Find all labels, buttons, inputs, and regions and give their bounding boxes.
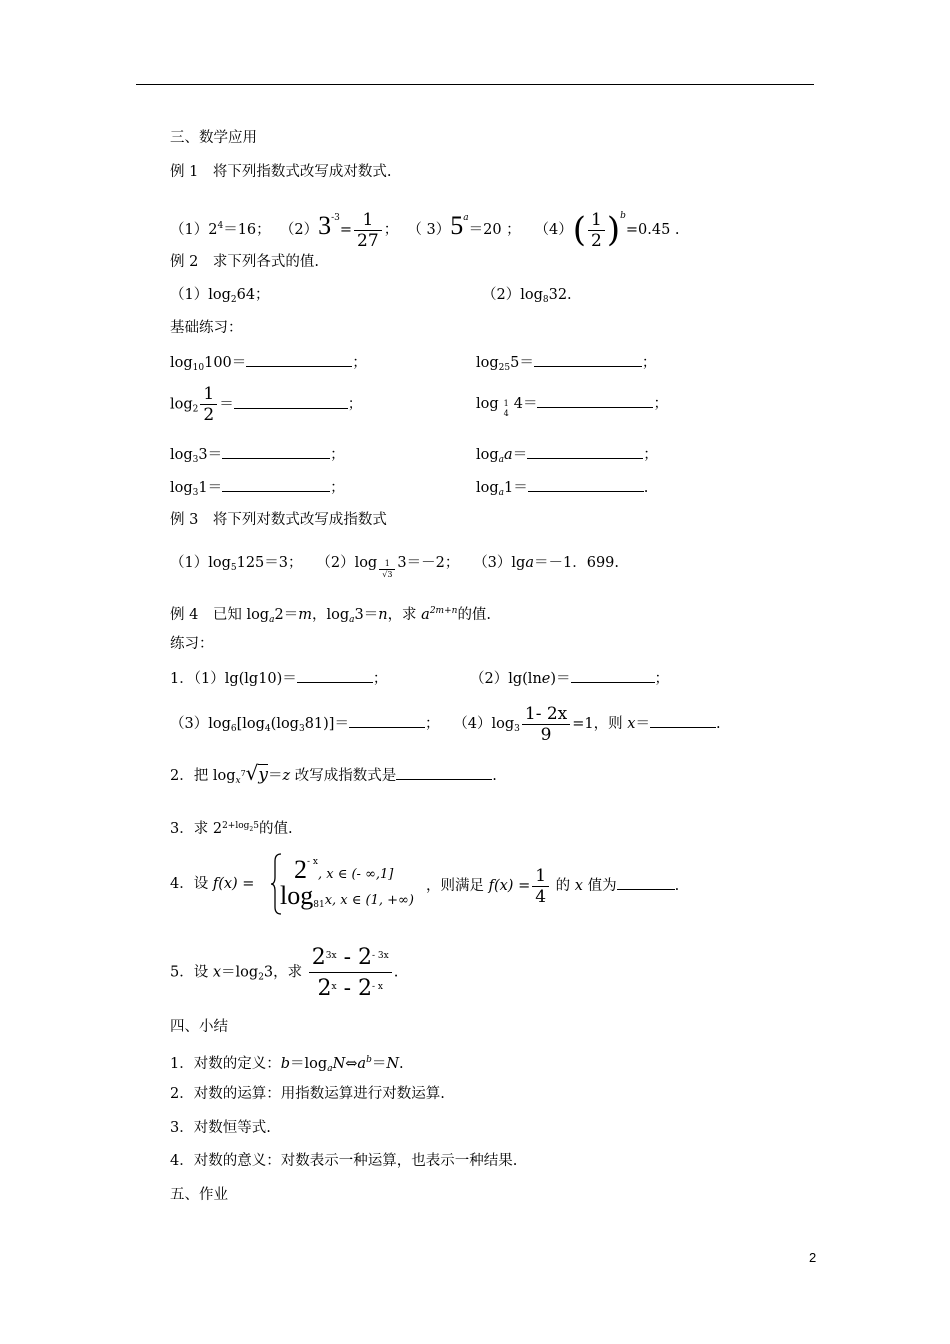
fraction: $\frac{1}{2}$ [200, 384, 217, 425]
practice-3: 3．求 $2^{2+log_25}$的值. [170, 821, 293, 837]
practice-4-tail: ，则满足 f(x) = $\frac{1}{4}$ 的 x 值为 . [426, 865, 680, 907]
answer-blank[interactable] [571, 668, 655, 683]
piecewise-top: $2^{- x}$, x ∈ (- ∞,1] [294, 855, 394, 884]
ex1-item2-fraction [354, 210, 382, 251]
answer-blank[interactable] [537, 393, 653, 408]
page-number: 2 [809, 1250, 817, 1265]
fraction: $\frac{1}{√3}$ [379, 559, 395, 580]
answer-blank[interactable] [297, 668, 373, 683]
example-3-items: $(1)\log_5125=3$； （2）log $\frac{1}{√3}$ 3＝－2； （3）lga＝－1．699. [170, 555, 620, 579]
summary-3: 3．对数恒等式. [170, 1120, 271, 1136]
practice-1-3-4: $(3)\log_6[\log_4(\log_381)]=$ ； $(4)\log_3$ $\frac{1- 2x}{9}$ =1，则 x＝ . [170, 703, 721, 745]
answer-blank[interactable] [617, 875, 675, 890]
piecewise-bottom: $\log_{81}x$, x ∈ (1, +∞) [280, 881, 414, 910]
ex1-item4-num: 1 [591, 209, 602, 230]
ex1-item2-base: 3 [318, 211, 332, 240]
radical-icon: √ [245, 761, 259, 785]
basic-row3-right: $\log_aa=$ ； [476, 444, 658, 470]
ex1-item4-label: （4） [534, 222, 573, 238]
section-five-heading: 五、作业 [170, 1187, 228, 1203]
ex2-item-b: $(2)\log_832$. [482, 287, 572, 305]
practice-4-prefix: 4．设 f(x) = [170, 876, 255, 892]
fraction: $\frac{1}{4}$ [532, 866, 549, 907]
answer-blank[interactable] [396, 765, 492, 780]
ex1-item3-exp: a [463, 213, 469, 223]
answer-blank[interactable] [246, 352, 352, 367]
fraction: 1 4 [503, 399, 509, 418]
ex1-item1-label: （1） [170, 222, 209, 238]
practice-5: 5．设 $x=\log_23$，求 $\frac{2^{3x} - 2^{- 3x}}{2^x - 2^{- x}}$ . [170, 942, 398, 1006]
answer-blank[interactable] [650, 713, 716, 728]
fraction: $\frac{2^{3x} - 2^{- 3x}}{2^x - 2^{- x}}$ [309, 942, 392, 1003]
basic-row1-right: $\log_{25}5=$ ； [476, 352, 656, 378]
basic-row2-right: log 1 4 4＝ ； [476, 384, 668, 424]
answer-blank[interactable] [527, 444, 643, 459]
ex1-item4-fraction [588, 210, 605, 251]
ex1-item2-den: 27 [354, 230, 382, 251]
right-paren-icon: ) [606, 210, 621, 250]
basic-row4-right: $\log_a1=$ . [476, 477, 648, 503]
answer-blank[interactable] [234, 394, 348, 409]
ex1-item3-base: 5 [450, 211, 464, 240]
example-2-title: 例 2 求下列各式的值. [170, 254, 319, 270]
ex1-item2-label: （2） [279, 222, 319, 238]
practice-1-1: 1．（1）lg(lg10)＝ ； [170, 668, 387, 689]
basic-row1-left: $\log_{10}100=$ ； [170, 352, 367, 378]
ex1-item2-end: ； [383, 222, 399, 238]
summary-1: 1．对数的定义：$b=\log_aN\Leftrightarrow a^b=N$. [170, 1055, 404, 1074]
ex1-item3-eq: ＝20 ； [468, 222, 521, 238]
example-3-title: 例 3 将下列对数式改写成指数式 [170, 512, 387, 528]
section-four-heading: 四、小结 [170, 1019, 228, 1035]
ex1-item2-exp: -3 [331, 213, 340, 223]
ex1-item1-exp: 4 [217, 221, 224, 231]
example-1-title: 例 1 将下列指数式改写成对数式. [170, 164, 392, 180]
answer-blank[interactable] [349, 713, 425, 728]
ex1-item2-num: 1 [362, 209, 374, 230]
basic-row4-left: $\log_31=$ ； [170, 477, 345, 503]
practice-1-2: （2）lg(lne)＝ ； [470, 668, 669, 689]
ex1-item1-eq: ＝16； [223, 222, 271, 238]
basic-row2-left: $\log_2$ $\frac{1}{2}$ ＝ ； [170, 384, 363, 425]
header-rule [136, 84, 814, 85]
fraction: $\frac{1- 2x}{9}$ [522, 704, 570, 745]
summary-4: 4．对数的意义：对数表示一种运算，也表示一种结果. [170, 1153, 518, 1169]
ex1-item4-den: 2 [588, 230, 605, 251]
ex1-item4-eq: =0.45 . [625, 222, 680, 238]
left-paren-icon: ( [572, 210, 587, 250]
summary-2: 2．对数的运算：用指数运算进行对数运算. [170, 1086, 445, 1102]
answer-blank[interactable] [222, 444, 330, 459]
ex1-item4-exp: b [620, 211, 626, 221]
ex1-item2-eq: = [339, 222, 353, 238]
ex1-item1-base: 2 [208, 222, 218, 238]
section-three-heading: 三、数学应用 [170, 130, 257, 146]
ex1-item3-label: （ 3） [407, 222, 451, 238]
practice-title: 练习： [170, 636, 214, 652]
basic-practice-title: 基础练习： [170, 320, 243, 336]
ex2-item-a: $(1)\log_264$； [170, 287, 270, 305]
example-4: 例 4 已知 $\log_a2=m$，$\log_a3=n$，求 $a^{2m+n}$的值. [170, 606, 492, 625]
answer-blank[interactable] [528, 477, 644, 492]
answer-blank[interactable] [222, 477, 330, 492]
practice-2: 2．把 $\log_x^7√y=z$ 改写成指数式是 . [170, 761, 497, 786]
answer-blank[interactable] [534, 352, 642, 367]
basic-row3-left: $\log_33=$ ； [170, 444, 345, 470]
example-1-items [170, 196, 680, 251]
